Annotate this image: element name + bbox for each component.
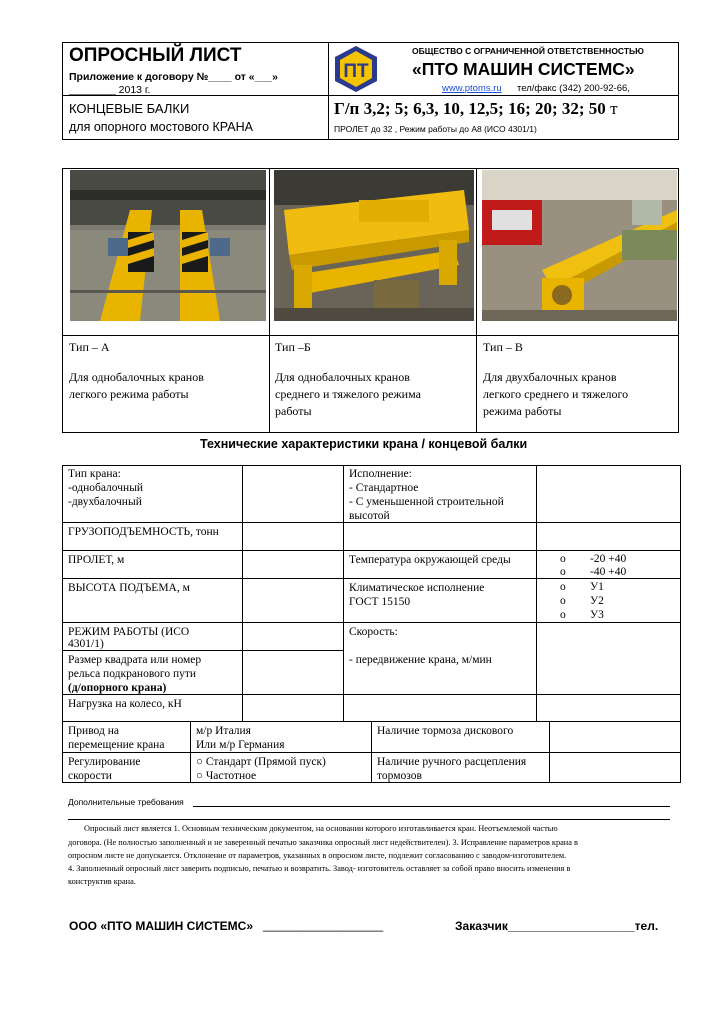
type-b-name: Тип –Б (275, 340, 311, 354)
label-temperature: Температура окружающей среды (349, 554, 511, 566)
capacity-line: Г/п 3,2; 5; 6,3, 10, 12,5; 16; 20; 32; 50 т (334, 99, 618, 118)
label-execution-low2: высотой (349, 510, 390, 522)
type-v-name: Тип – В (483, 340, 523, 354)
photo-type-v (482, 170, 677, 321)
type-v-desc3: режима работы (483, 404, 562, 418)
reg-option-standard[interactable]: ○ Стандарт (Прямой пуск) (196, 756, 326, 768)
label-manual1: Наличие ручного расцепления (377, 756, 527, 768)
label-mode1: РЕЖИМ РАБОТЫ (ИСО (68, 626, 190, 638)
note-line3: опросном листе не допускается. Отклонение от параметров, указанных в опросном листе, подлежит согласованию с заводом-изготовителем. (68, 851, 567, 860)
note-line5: конструктив крана. (68, 877, 136, 886)
label-height: ВЫСОТА ПОДЪЕМА, м (68, 582, 190, 594)
label-climate1: Климатическое исполнение (349, 582, 485, 594)
label-crane-type: Тип крана: (68, 468, 121, 480)
type-v-desc2: легкого среднего и тяжелого (483, 387, 629, 401)
year-line: ________ 2013 г. (69, 84, 151, 96)
label-climate2: ГОСТ 15150 (349, 596, 411, 608)
type-b-desc3: работы (275, 404, 312, 418)
label-capacity: ГРУЗОПОДЪЕМНОСТЬ, тонн (68, 526, 219, 538)
type-b-desc1: Для однобалочных кранов (275, 370, 410, 384)
type-b-desc2: среднего и тяжелого режима (275, 387, 421, 401)
company-name: «ПТО МАШИН СИСТЕМС» (412, 59, 635, 79)
climate-option-2[interactable]: о У2 (560, 595, 604, 607)
label-manual2: тормозов (377, 770, 422, 782)
company-logo (333, 45, 379, 93)
label-execution-low1: - С уменьшенной строительной (349, 496, 504, 508)
note-line1: Опросный лист является 1. Основным техническим документом, на основании которого изготавливается кран. Неотъемлемой частью (84, 824, 558, 833)
temp-option-2[interactable]: о -40 +40 (560, 566, 627, 578)
label-execution-std: - Стандартное (349, 482, 419, 494)
additional-requirements: Дополнительные требования (68, 797, 184, 807)
label-speed: Скорость: (349, 626, 398, 638)
form-title: ОПРОСНЫЙ ЛИСТ (69, 45, 242, 66)
temp-option-1[interactable]: о -20 +40 (560, 553, 627, 565)
label-crane-single: -однобалочный (68, 482, 144, 494)
label-execution: Исполнение: (349, 468, 412, 480)
logo-letters: ПТ (343, 61, 369, 82)
type-a-desc1: Для однобалочных кранов (69, 370, 204, 384)
label-reg1: Регулирование (68, 756, 141, 768)
section-title: Технические характеристики крана / концевой балки (200, 437, 528, 451)
label-span: ПРОЛЕТ, м (68, 554, 125, 566)
website-link[interactable]: www.ptoms.ru (442, 83, 502, 94)
additional-line-2 (68, 819, 670, 820)
footer-customer[interactable]: Заказчик___________________тел. (455, 919, 659, 933)
reg-option-frequency[interactable]: ○ Частотное (196, 770, 257, 782)
appendix-line: Приложение к договору №____ от «___» (69, 71, 278, 83)
label-rail2: рельса подкранового пути (68, 668, 197, 680)
note-line2: договора. (Не полностью заполненный и не заверенный печатью заказчика опросный лист недействителен). 3. Исправление параметров крана в (68, 838, 578, 847)
label-speed-travel: - передвижение крана, м/мин (349, 654, 492, 666)
climate-option-3[interactable]: о У3 (560, 609, 604, 621)
phone-fax: тел/факс (342) 200-92-66, (517, 83, 630, 94)
drive-option-germany[interactable]: Или м/р Германия (196, 739, 285, 751)
photo-type-b (274, 170, 474, 321)
label-mode2: 4301/1) (68, 638, 104, 650)
note-line4: 4. Заполненный опросный лист заверить подписью, печатью и возвратить. Завод- изготовитель оставляет за собой право вносить изменения в (68, 864, 571, 873)
label-rail3: (д/опорного крана) (68, 682, 167, 694)
photo-type-a (70, 170, 266, 321)
label-reg2: скорости (68, 770, 112, 782)
span-mode-line: ПРОЛЕТ до 32 , Режим работы до А8 (ИСО 4301/1) (334, 124, 537, 134)
label-disc-brake: Наличие тормоза дискового (377, 725, 514, 737)
additional-line (193, 806, 670, 807)
label-rail1: Размер квадрата или номер (68, 654, 202, 666)
type-a-desc2: легкого режима работы (69, 387, 189, 401)
label-drive2: перемещение крана (68, 739, 165, 751)
company-type: ОБЩЕСТВО С ОГРАНИЧЕННОЙ ОТВЕТСТВЕННОСТЬЮ (412, 46, 644, 56)
footer-sign-line[interactable]: __________________ (263, 918, 384, 932)
drive-option-italy[interactable]: м/р Италия (196, 725, 251, 737)
type-a-name: Тип – А (69, 340, 110, 354)
label-wheel-load: Нагрузка на колесо, кН (68, 698, 182, 710)
label-drive1: Привод на (68, 725, 119, 737)
footer-company: ООО «ПТО МАШИН СИСТЕМС» (69, 919, 254, 933)
label-crane-double: -двухбалочный (68, 496, 142, 508)
product-line2: для опорного мостового КРАНА (69, 120, 253, 134)
climate-option-1[interactable]: о У1 (560, 581, 604, 593)
product-line1: КОНЦЕВЫЕ БАЛКИ (69, 101, 190, 116)
type-v-desc1: Для двухбалочных кранов (483, 370, 617, 384)
